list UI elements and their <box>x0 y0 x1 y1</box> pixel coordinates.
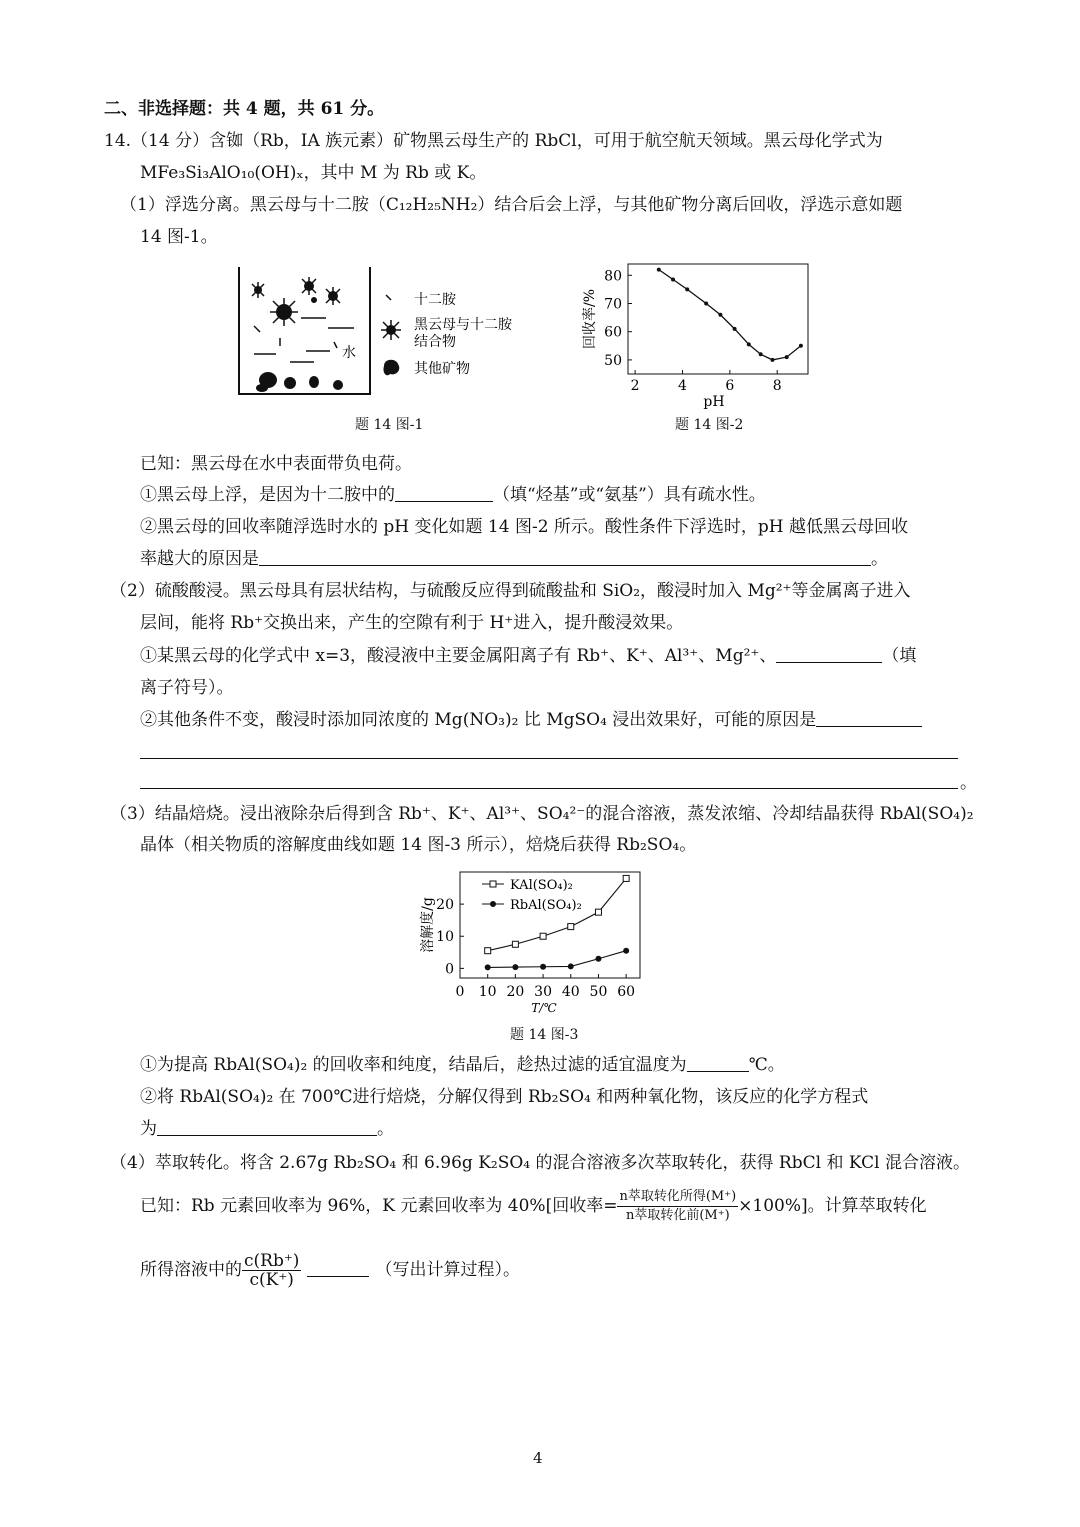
section-title: 二、非选择题：共 4 题，共 61 分。 <box>104 99 385 119</box>
rbal-curve <box>488 951 626 968</box>
legend-bound-complex-label: 黑云母与十二胺 <box>414 317 512 333</box>
answer-blank-3-1[interactable] <box>687 1055 749 1072</box>
recovery-rate-fraction <box>617 1188 738 1225</box>
answer-blank-2-2[interactable] <box>816 710 922 727</box>
y-tick-label: 70 <box>604 296 622 313</box>
legend-label: KAl(SO₄)₂ <box>510 878 573 893</box>
question-14-intro: 14.（14 分）含铷（Rb，IA 族元素）矿物黑云母生产的 RbCl，可用于航空航天领域。黑云母化学式为 <box>104 131 883 151</box>
legend-other-mineral-label: 其他矿物 <box>414 361 470 377</box>
part-3-text-line2: 晶体（相关物质的溶解度曲线如题 14 图-3 所示），焙烧后获得 Rb₂SO₄。 <box>140 835 697 855</box>
data-point <box>759 352 763 356</box>
part-1-text: （1）浮选分离。黑云母与十二胺（C₁₂H₂₅NH₂）结合后会上浮，与其他矿物分离后回收，浮选示意如题 <box>120 195 903 215</box>
part-1-text-line2: 14 图-1。 <box>140 227 218 247</box>
kal-data-point <box>623 875 629 881</box>
rbal-data-point <box>568 963 574 969</box>
answer-blank-2-1[interactable] <box>776 646 882 663</box>
part-2-text-line2: 层间，能将 Rb⁺交换出来，产生的空隙有利于 H⁺进入，提升酸浸效果。 <box>140 613 684 633</box>
data-point <box>704 301 708 305</box>
part-2-text: （2）硫酸酸浸。黑云母具有层状结构，与硫酸反应得到硫酸盐和 SiO₂，酸浸时加入 Mg²⁺等金属离子进入 <box>110 581 911 601</box>
data-point <box>785 355 789 359</box>
kal-data-point <box>540 933 546 939</box>
ratio-numerator: c(Rb⁺) <box>244 1251 300 1271</box>
answer-line-2-2b[interactable] <box>140 788 958 789</box>
part-3-question-1: ①为提高 RbAl(SO₄)₂ 的回收率和纯度，结晶后，趁热过滤的适宜温度为 ℃。 <box>140 1055 785 1075</box>
concentration-ratio <box>242 1252 301 1289</box>
water-label: 水 <box>342 345 356 361</box>
data-point <box>733 327 737 331</box>
legend-amine-label: 十二胺 <box>414 292 456 308</box>
fraction-numerator: n萃取转化所得(M⁺) <box>617 1188 738 1207</box>
plot-frame <box>628 264 808 374</box>
ratio-denominator: c(K⁺) <box>249 1270 294 1290</box>
figure-1-flotation-diagram <box>236 262 556 402</box>
legend-marker-square <box>490 881 496 887</box>
known-1: 已知：黑云母在水中表面带负电荷。 <box>140 454 412 474</box>
x-tick-label: 30 <box>534 984 552 1000</box>
x-axis-label: pH <box>703 394 725 410</box>
part-1-question-2: ②黑云母的回收率随浮选时水的 pH 变化如题 14 图-2 所示。酸性条件下浮选时，pH 越低黑云母回收 <box>140 517 909 537</box>
other-mineral-particles <box>256 372 343 392</box>
water-surface-lines <box>254 318 354 362</box>
data-point <box>747 342 751 346</box>
figure-3-caption: 题 14 图-3 <box>510 1027 579 1043</box>
x-tick-label: 0 <box>455 984 465 1000</box>
answer-blank-3-2[interactable] <box>157 1119 377 1136</box>
y-tick-label: 50 <box>604 352 622 369</box>
part-4-known: 已知：Rb 元素回收率为 96%，K 元素回收率为 40%[回收率= $\frac{\text{n萃取转化所得(M⁺)}}{\text{n萃取转化前(M⁺)}}$ ×100%]。计算萃取转化 <box>140 1189 927 1223</box>
answer-blank-4[interactable] <box>307 1260 369 1277</box>
data-point <box>770 358 774 362</box>
y-tick-label: 60 <box>604 324 622 341</box>
figure-2-caption: 题 14 图-2 <box>675 417 744 433</box>
rbal-data-point <box>623 948 629 954</box>
fraction-denominator: n萃取转化前(M⁺) <box>625 1208 730 1223</box>
x-tick-label: 50 <box>589 984 608 1000</box>
legend-other-mineral-icon <box>383 360 399 376</box>
x-tick-label: 2 <box>630 378 640 394</box>
x-tick-label: 10 <box>478 984 497 1000</box>
y-tick-label: 20 <box>436 897 454 914</box>
kal-data-point <box>595 909 601 915</box>
question-14-formula-line: MFe₃Si₃AlO₁₀(OH)ₓ，其中 M 为 Rb 或 K。 <box>140 163 487 183</box>
x-axis-label: T/℃ <box>531 1001 557 1015</box>
data-point <box>685 287 689 291</box>
legend-label: RbAl(SO₄)₂ <box>510 898 582 913</box>
y-axis-label: 溶解度/g <box>420 897 436 953</box>
figure-1-caption: 题 14 图-1 <box>355 417 424 433</box>
part-3-text: （3）结晶焙烧。浸出液除杂后得到含 Rb⁺、K⁺、Al³⁺、SO₄²⁻的混合溶液，蒸发浓缩、冷却结晶获得 RbAl(SO₄)₂ <box>110 804 974 824</box>
kal-data-point <box>512 941 518 947</box>
data-point <box>718 313 722 317</box>
part-2-question-2: ②其他条件不变，酸浸时添加同浓度的 Mg(NO₃)₂ 比 MgSO₄ 浸出效果好，可能的原因是 <box>140 709 922 731</box>
part-3-question-2: ②将 RbAl(SO₄)₂ 在 700℃进行焙烧，分解仅得到 Rb₂SO₄ 和两种氧化物，该反应的化学方程式 <box>140 1087 869 1107</box>
y-tick-label: 0 <box>445 961 454 978</box>
figure-2-recovery-chart <box>570 258 820 408</box>
rbal-data-point <box>595 956 601 962</box>
data-point <box>657 268 661 272</box>
legend-bound-complex-label-2: 结合物 <box>414 334 456 350</box>
bound-complex-particles <box>254 281 338 320</box>
answer-blank-1-2[interactable] <box>259 549 871 566</box>
x-tick-label: 40 <box>561 984 580 1000</box>
page-number: 4 <box>533 1449 543 1467</box>
data-point <box>799 344 803 348</box>
part-3-question-2-line2: 为 。 <box>140 1119 394 1139</box>
kal-data-point <box>485 948 491 954</box>
data-point <box>671 278 675 282</box>
part-2-question-1-line2: 离子符号）。 <box>140 678 234 698</box>
recovery-curve <box>659 270 801 360</box>
legend-bound-complex-icon <box>381 320 401 340</box>
biotite-formula: MFe₃Si₃AlO₁₀(OH)ₓ <box>140 163 304 183</box>
part-4-text: （4）萃取转化。将含 2.67g Rb₂SO₄ 和 6.96g K₂SO₄ 的混合溶液多次萃取转化，获得 RbCl 和 KCl 混合溶液。 <box>110 1153 970 1173</box>
answer-blank-1-1[interactable] <box>395 485 493 502</box>
x-tick-label: 8 <box>772 378 782 394</box>
x-tick-label: 4 <box>678 378 687 394</box>
kal-data-point <box>568 924 574 930</box>
rbal-data-point <box>540 964 546 970</box>
x-tick-label: 60 <box>617 984 636 1000</box>
figure-3-solubility-chart <box>412 866 662 1026</box>
x-tick-label: 6 <box>725 378 735 394</box>
part-2-question-1: ①某黑云母的化学式中 x=3，酸浸液中主要金属阳离子有 Rb⁺、K⁺、Al³⁺、Mg²⁺、 （填 <box>140 646 917 666</box>
answer-line-2-2a[interactable] <box>140 758 958 759</box>
y-tick-label: 80 <box>604 268 622 285</box>
y-tick-label: 10 <box>436 929 454 946</box>
part-4-question: 所得溶液中的 $\frac{c(Rb^+)}{c(K^+)}$ （写出计算过程）。 <box>140 1251 520 1290</box>
x-tick-label: 20 <box>506 984 525 1000</box>
answer-line-period: 。 <box>960 773 977 793</box>
rbal-data-point <box>485 964 491 970</box>
legend-marker-circle <box>490 901 496 907</box>
rbal-data-point <box>512 964 518 970</box>
part-1-question-2-line2: 率越大的原因是 。 <box>140 549 888 569</box>
part-1-question-1: ①黑云母上浮，是因为十二胺中的 （填“烃基”或“氨基”）具有疏水性。 <box>140 485 766 505</box>
question-number: 14. <box>104 131 132 151</box>
y-axis-label: 回收率/% <box>582 288 598 350</box>
bound-complex-spikes <box>252 277 340 326</box>
